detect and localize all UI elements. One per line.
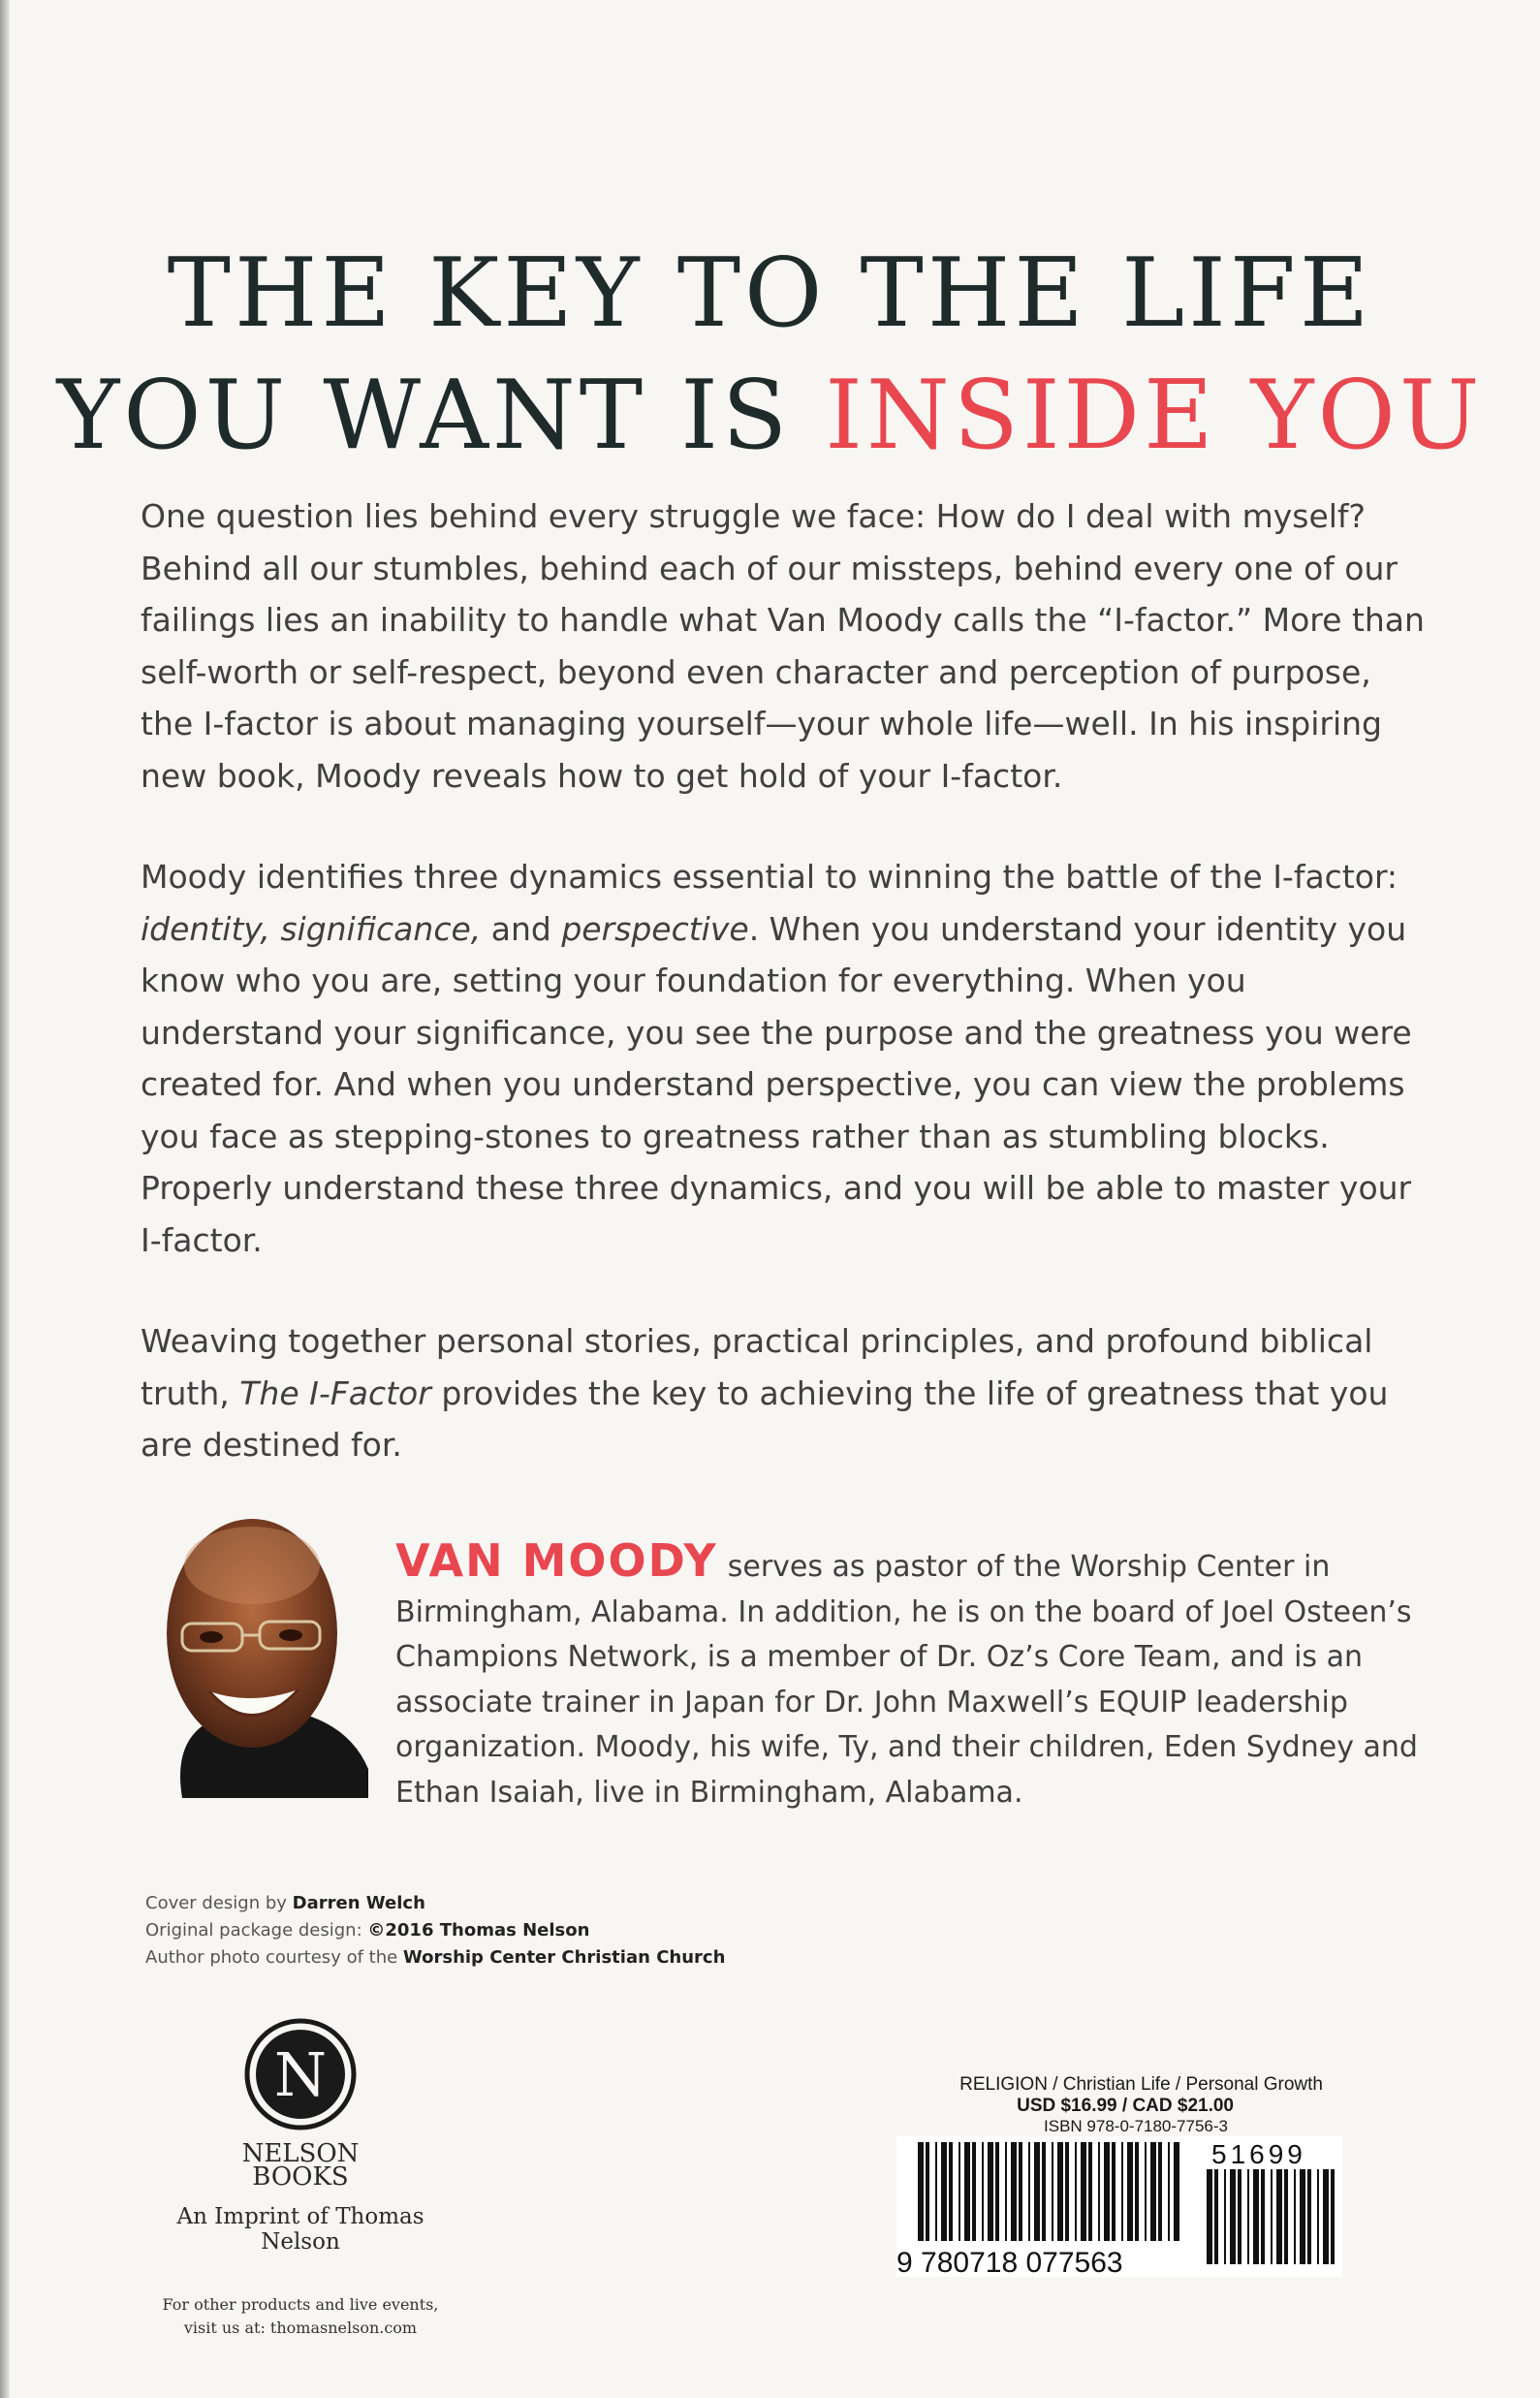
package-credit: [145, 1917, 725, 1944]
barcode-bar: [1081, 2142, 1086, 2241]
barcode-bar: [1065, 2142, 1069, 2241]
barcode-bar: [1057, 2142, 1063, 2241]
barcode-bar: [988, 2142, 993, 2241]
logo-letter: N: [273, 2039, 328, 2110]
barcode-bar: [1323, 2169, 1329, 2264]
barcode-bar: [1028, 2142, 1030, 2241]
barcode-bar: [1098, 2142, 1100, 2241]
barcode-bar: [1331, 2169, 1335, 2264]
barcode-bar: [964, 2142, 970, 2241]
barcode-addon-digits: 51699: [1211, 2139, 1306, 2169]
barcode-bar: [926, 2142, 929, 2241]
book-title: The I-Factor: [239, 1373, 431, 1412]
barcode-bar: [995, 2142, 999, 2241]
text-segment: provides the key to achieving the life of greatness that you are destined for.: [141, 1373, 1389, 1464]
barcode-bar: [1224, 2169, 1226, 2264]
italic-terms: identity, significance,: [141, 909, 482, 948]
barcode-bar: [1005, 2142, 1007, 2241]
credit-label: Cover design by: [145, 1893, 293, 1913]
barcode-bar: [1174, 2142, 1179, 2241]
barcode-bar: [1317, 2169, 1319, 2264]
barcode-block: [896, 2074, 1342, 2282]
barcode-bar: [1207, 2169, 1212, 2264]
barcode-bar: [1247, 2169, 1249, 2264]
barcode-bar: [1052, 2142, 1053, 2241]
barcode-bar: [1019, 2142, 1022, 2241]
barcode-bar: [972, 2142, 976, 2241]
barcode-bar: [959, 2142, 960, 2241]
barcode-bar: [1276, 2169, 1282, 2264]
description-paragraph-1: One question lies behind every struggle we face: How do I deal with myself? Behind all our stumbles, behind each of our missteps, behind every one of our failings lies an inability to handle what Van Moody calls the “I-factor.” More than self-worth or self-respect, beyond even character and perception of purpose, the I-factor is about managing yourself—your whole life—well. In his inspiring new book, Moody reveals how to get hold of your I-factor.: [141, 497, 1425, 795]
text-segment: Weaving together personal stories, practical principles, and profound biblical truth,: [141, 1322, 1373, 1412]
barcode-bar: [1300, 2169, 1305, 2264]
barcode-main-digits: 9 780718 077563: [896, 2247, 1123, 2277]
headline: [0, 233, 1540, 477]
visit-info: [136, 2293, 465, 2340]
isbn-barcode: [896, 2136, 1342, 2277]
barcode-bar: [941, 2142, 947, 2241]
visit-line-1: For other products and live events,: [162, 2295, 439, 2314]
credit-label: Author photo courtesy of the: [145, 1947, 403, 1968]
barcode-bar: [1088, 2142, 1092, 2241]
barcode-bar: [1011, 2142, 1017, 2241]
credit-value: ©2016 Thomas Nelson: [367, 1920, 590, 1940]
publisher-name-line-2: BOOKS: [252, 2162, 349, 2192]
barcode-bar: [949, 2142, 953, 2241]
bisac-category: RELIGION / Christian Life / Personal Growth: [959, 2074, 1323, 2095]
photo-credit: [145, 1944, 725, 1972]
barcode-bar: [1271, 2169, 1273, 2264]
headline-accent: INSIDE YOU: [825, 361, 1484, 471]
credits: [145, 1890, 725, 1972]
headline-line-1: THE KEY TO THE LIFE: [167, 238, 1373, 349]
barcode-bar: [1168, 2142, 1170, 2241]
italic-term: perspective: [561, 909, 749, 948]
barcode-bar: [918, 2142, 924, 2241]
barcode-bar: [1112, 2142, 1116, 2241]
barcode-bar: [1075, 2142, 1077, 2241]
headline-text: YOU WANT IS: [56, 361, 826, 471]
barcode-bar: [1042, 2142, 1046, 2241]
publisher-name: [136, 2139, 465, 2192]
barcode-bar: [1104, 2142, 1110, 2241]
visit-line-2: visit us at: thomasnelson.com: [183, 2319, 418, 2337]
text-segment: Moody identifies three dynamics essential to winning the battle of the I-factor:: [141, 858, 1399, 896]
barcode-bar: [1145, 2142, 1147, 2241]
credit-label: Original package design:: [145, 1920, 368, 1940]
credit-value: Darren Welch: [292, 1893, 425, 1913]
text-segment: and: [481, 909, 562, 948]
publisher-name-line-1: NELSON: [241, 2139, 360, 2168]
author-photo: [143, 1507, 368, 1798]
imprint-line: An Imprint of Thomas Nelson: [176, 2204, 424, 2255]
isbn: ISBN 978-0-7180-7756-3: [1044, 2117, 1228, 2135]
price: USD $16.99 / CAD $21.00: [1017, 2096, 1234, 2116]
publisher-block: [136, 2016, 465, 2340]
text-segment: . When you understand your identity you know who you are, setting your foundation for everything. When you understand your significance, you see the purpose and the greatness you were created for. And when you understand perspective, you can view the problems you face as stepping-stones to greatness rather than as stumbling blocks. Properly understand these three dynamics, and you will be able to master your I-factor.: [141, 909, 1412, 1259]
barcode-bar: [1238, 2169, 1241, 2264]
barcode-bar: [1127, 2142, 1133, 2241]
barcode-bar: [1294, 2169, 1296, 2264]
headline-line-2: [0, 355, 1540, 477]
barcode-bar: [1034, 2142, 1040, 2241]
barcode-bar: [1158, 2142, 1162, 2241]
barcode-bar: [1150, 2142, 1156, 2241]
barcode-bar: [1214, 2169, 1218, 2264]
barcode-bar: [1230, 2169, 1236, 2264]
nelson-logo-icon: [242, 2016, 359, 2132]
barcode-bar: [982, 2142, 984, 2241]
barcode-bar: [1261, 2169, 1265, 2264]
barcode-bar: [935, 2142, 937, 2241]
author-bio: [395, 1534, 1442, 1815]
author-name: VAN MOODY: [395, 1534, 718, 1587]
author-bio-text: serves as pastor of the Worship Center in Birmingham, Alabama. In addition, he is on the board of Joel Osteen’s Champions Network, is a member of Dr. Oz’s Core Team, and is an associate trainer in Japan for Dr. John Maxwell’s EQUIP leadership organization. Moody, his wife, Ty, and their children, Eden Sydney and Ethan Isaiah, live in Birmingham, Alabama.: [395, 1550, 1418, 1810]
description-paragraph-2: [141, 851, 1430, 1266]
cover-credit: [145, 1890, 725, 1917]
barcode-bar: [1135, 2142, 1139, 2241]
barcode-bar: [1253, 2169, 1259, 2264]
barcode-bar: [1284, 2169, 1288, 2264]
description-paragraph-3: [141, 1315, 1430, 1471]
barcode-bar: [1307, 2169, 1311, 2264]
barcode-bar: [1121, 2142, 1123, 2241]
credit-value: Worship Center Christian Church: [402, 1947, 726, 1968]
